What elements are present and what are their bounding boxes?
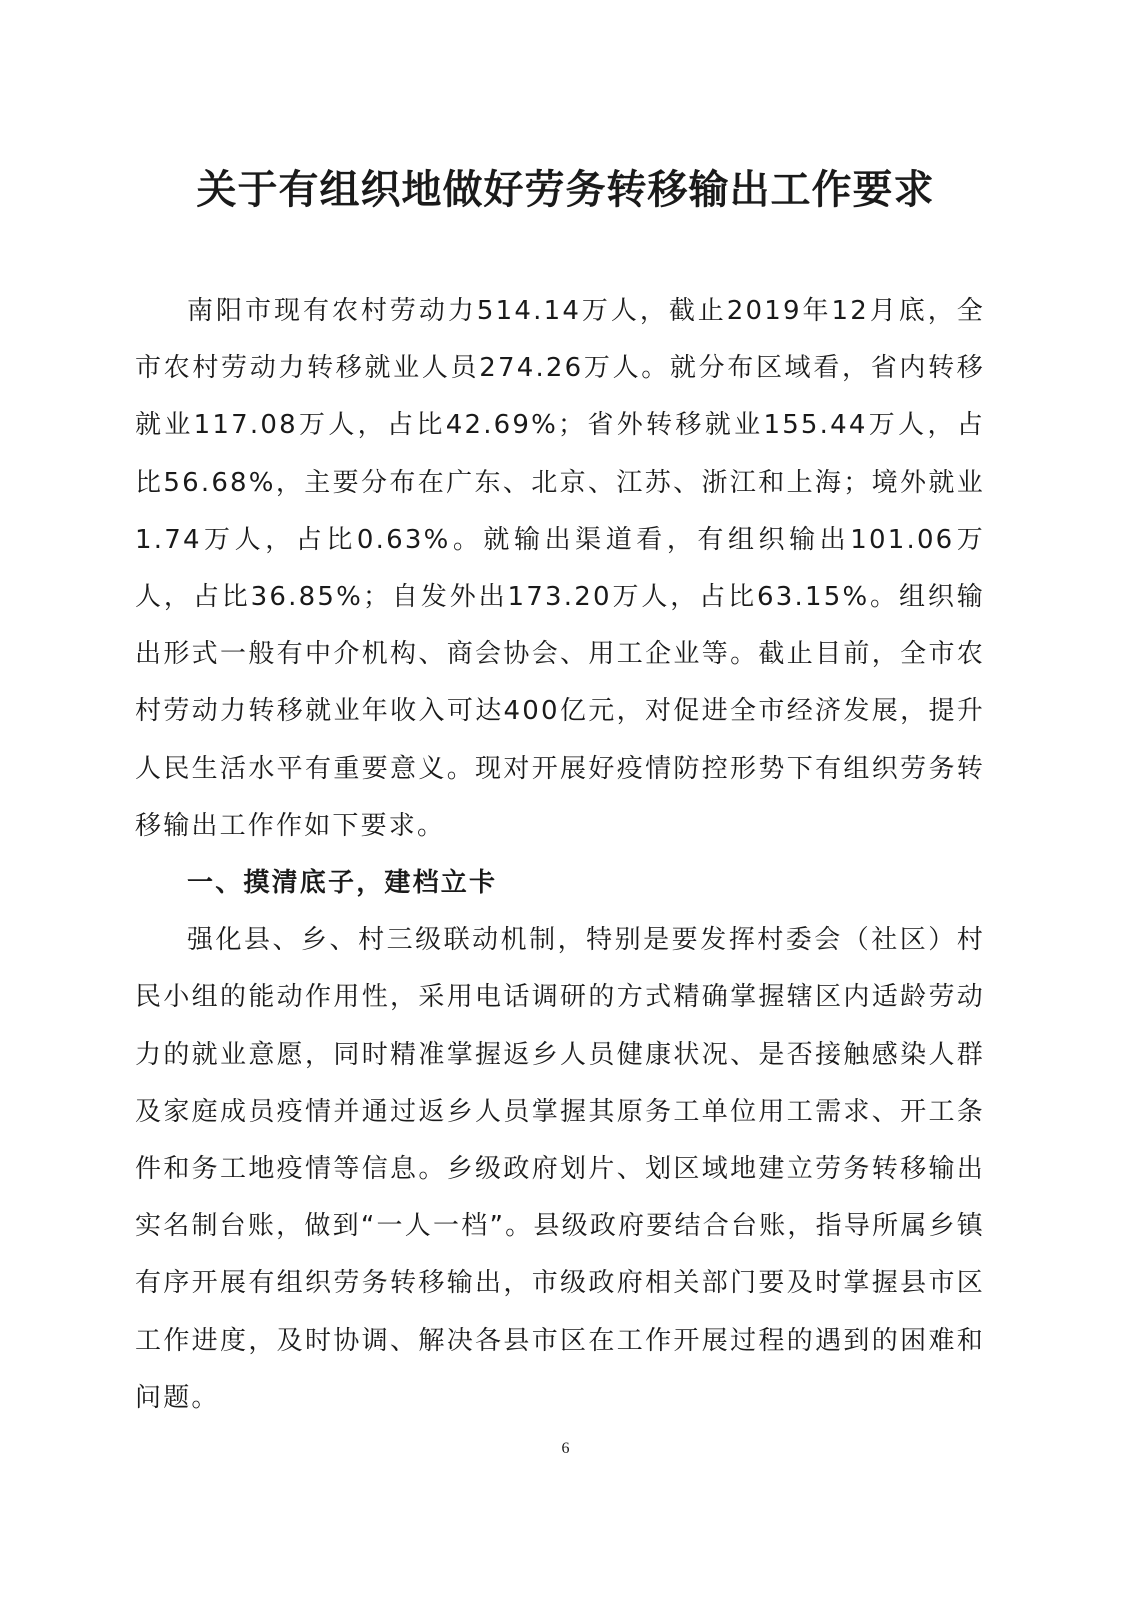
intro-paragraph: 南阳市现有农村劳动力514.14万人，截止2019年12月底，全市农村劳动力转移就业人员274.26万人。就分布区域看，省内转移就业117.08万人，占比42.69%；省外转移就业155.44万人，占比56.68%，主要分布在广东、北京、江苏、浙江和上海；境外就业1.74万人，占比0.63%。就输出渠道看，有组织输出101.06万人，占比36.85%；自发外出173.20万人，占比63.15%。组织输出形式一般有中介机构、商会协会、用工企业等。截止目前，全市农村劳动力转移就业年收入可达400亿元，对促进全市经济发展，提升人民生活水平有重要意义。现对开展好疫情防控形势下有组织劳务转移输出工作作如下要求。 <box>135 296 985 841</box>
document-title: 关于有组织地做好劳务转移输出工作要求 <box>196 166 935 213</box>
section-paragraph: 强化县、乡、村三级联动机制，特别是要发挥村委会（社区）村民小组的能动作用性，采用电话调研的方式精确掌握辖区内适龄劳动力的就业意愿，同时精准掌握返乡人员健康状况、是否接触感染人群及家庭成员疫情并通过返乡人员掌握其原务工单位用工需求、开工条件和务工地疫情等信息。乡级政府划片、划区域地建立劳务转移输出实名制台账，做到“一人一档”。县级政府要结合台账，指导所属乡镇有序开展有组织劳务转移输出，市级政府相关部门要及时掌握县市区工作进度，及时协调、解决各县市区在工作开展过程的遇到的困难和问题。 <box>135 925 985 1413</box>
document-body <box>135 283 985 1427</box>
page-number: 6 <box>561 1440 570 1457</box>
section-heading: 一、摸清底子，建档立卡 <box>187 868 498 899</box>
